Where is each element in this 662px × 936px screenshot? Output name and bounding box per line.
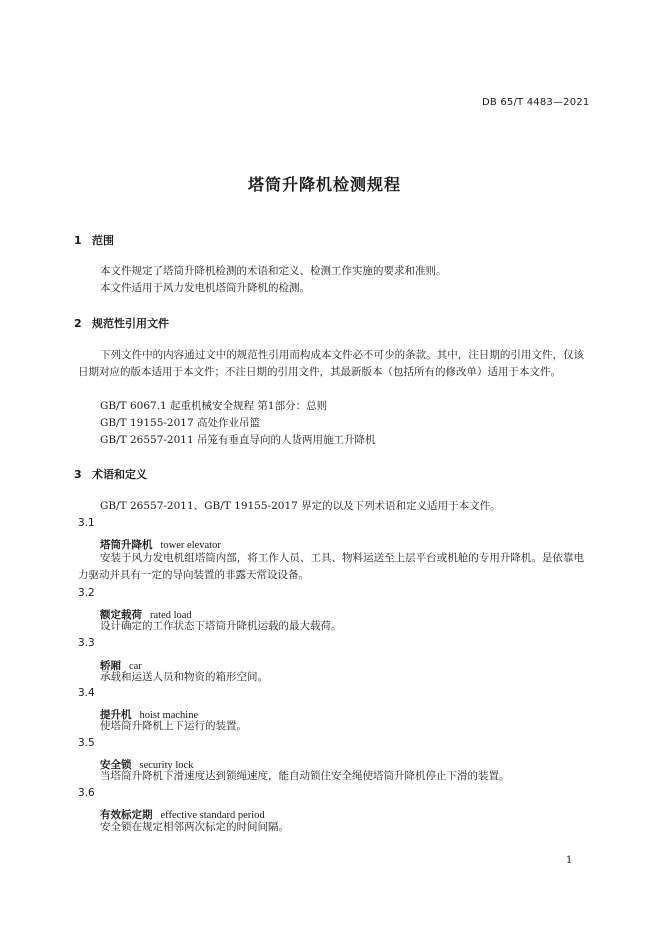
clause-number: 3.5 [78, 737, 95, 749]
reference-item: GB/T 26557-2011 吊笼有垂直导向的人货两用施工升降机 [100, 434, 376, 446]
clause-number: 3.6 [78, 787, 95, 799]
term-chinese: 塔筒升降机 [100, 539, 153, 551]
term-chinese: 提升机 [100, 709, 132, 721]
term-definition: 当塔筒升降机下滑速度达到锁绳速度，能自动锁住安全绳使塔筒升降机停止下滑的装置。 [100, 770, 510, 782]
section-number: 1 [74, 234, 82, 247]
clause-number: 3.1 [78, 517, 95, 529]
term-definition: 安装于风力发电机组塔筒内部，将工作人员、工具、物料运送至上层平台或机舱的专用升降机。是依靠电力驱动并具有一定的导向装置的非露天常设设备。 [78, 552, 584, 581]
section-1-heading [74, 232, 114, 248]
term-definition: 设计确定的工作状态下塔筒升降机运载的最大载荷。 [100, 620, 342, 632]
term-english: hoist machine [139, 710, 199, 721]
paragraph: 本文件适用于风力发电机塔筒升降机的检测。 [100, 282, 310, 294]
paragraph: GB/T 26557-2011、GB/T 19155-2017 界定的以及下列术语和定义适用于本文件。 [100, 500, 501, 512]
paragraph: 下列文件中的内容通过文中的规范性引用而构成本文件必不可少的条款。其中，注日期的引用文件，仅该日期对应的版本适用于本文件；不注日期的引用文件，其最新版本（包括所有的修改单）适用于本文件。 [78, 349, 584, 378]
page-number: 1 [566, 855, 573, 866]
page-title: 塔筒升降机检测规程 [248, 175, 402, 194]
term-definition: 承载和运送人员和物资的箱形空间。 [100, 671, 268, 683]
reference-item: GB/T 19155-2017 高处作业吊篮 [100, 417, 260, 429]
clause-number: 3.4 [78, 687, 95, 699]
document-code-header: DB 65/T 4483—2021 [482, 97, 590, 108]
term-english: effective standard period [160, 810, 265, 821]
term-chinese: 轿厢 [100, 660, 121, 672]
clause-number: 3.3 [78, 637, 95, 649]
term-chinese: 安全锁 [100, 759, 132, 771]
term-english: rated load [150, 610, 192, 621]
section-title: 范围 [92, 234, 114, 247]
section-2-heading [74, 315, 169, 331]
clause-number: 3.2 [78, 587, 95, 599]
term-english: security lock [139, 760, 194, 771]
term-chinese: 有效标定期 [100, 809, 153, 821]
section-title: 术语和定义 [92, 468, 147, 481]
paragraph: 本文件规定了塔筒升降机检测的术语和定义、检测工作实施的要求和准则。 [100, 265, 447, 277]
section-3-heading [74, 466, 147, 482]
term-definition: 使塔筒升降机上下运行的装置。 [100, 720, 247, 732]
section-number: 3 [74, 468, 82, 481]
term-definition: 安全锁在规定相邻两次标定的时间间隔。 [100, 821, 289, 833]
term-english: car [129, 661, 142, 672]
section-title: 规范性引用文件 [92, 317, 169, 330]
reference-item: GB/T 6067.1 起重机械安全规程 第1部分：总则 [100, 400, 328, 412]
section-number: 2 [74, 317, 82, 330]
term-english: tower elevator [160, 540, 221, 551]
term-chinese: 额定载荷 [100, 609, 142, 621]
